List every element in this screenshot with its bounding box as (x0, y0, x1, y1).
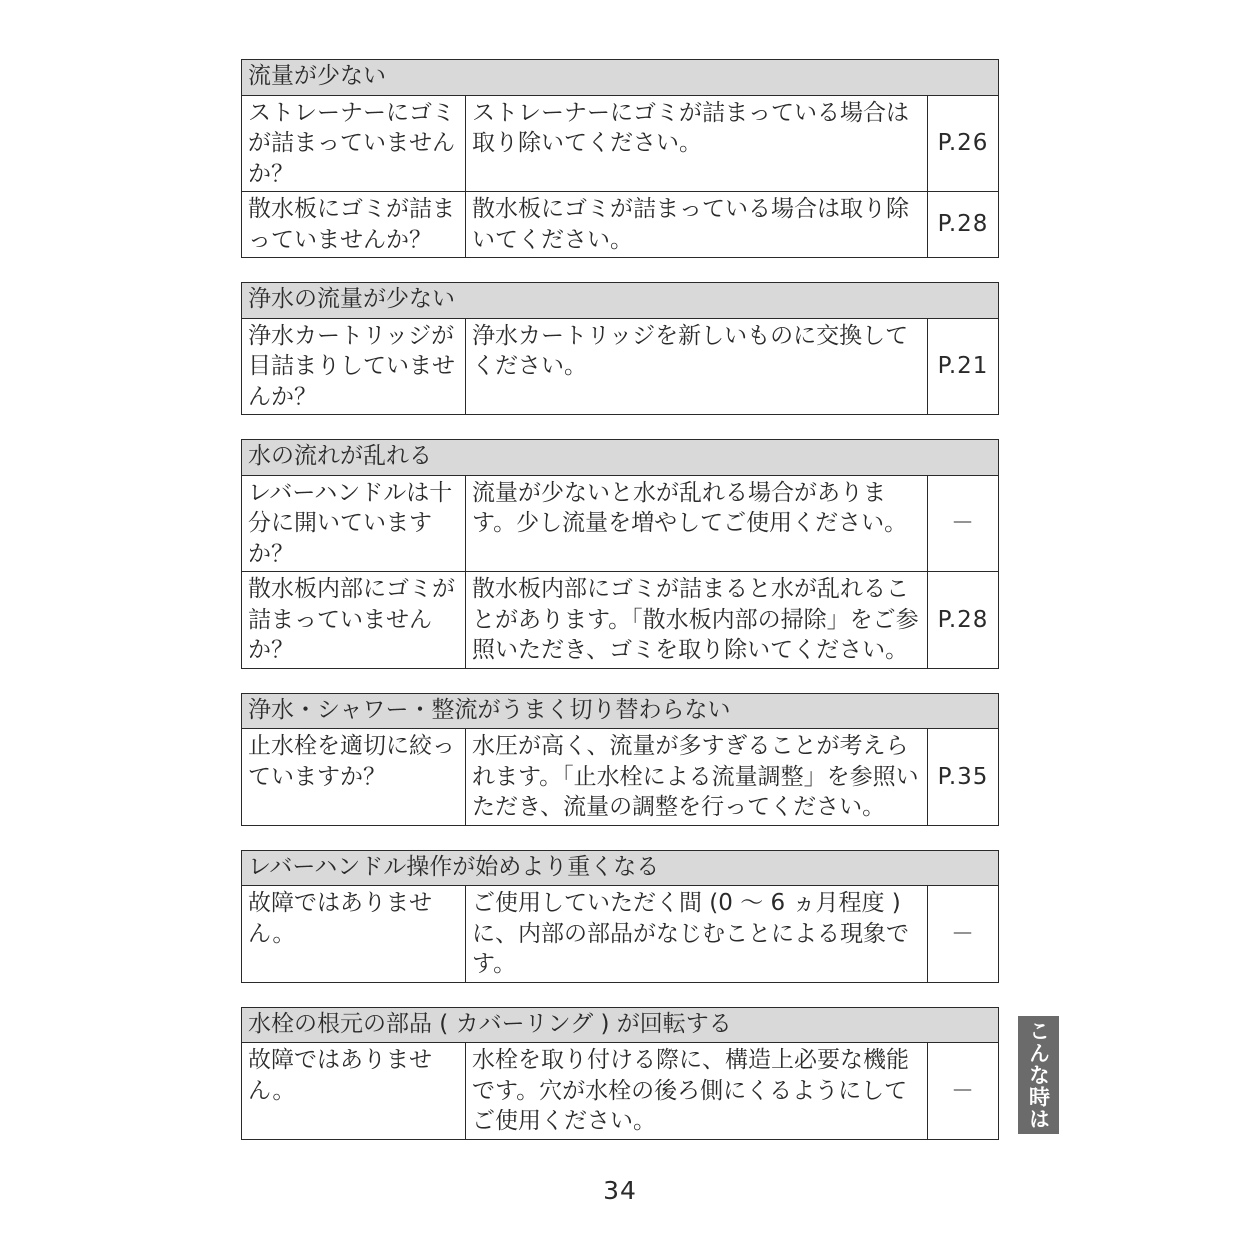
chapter-tab (1018, 1016, 1059, 1134)
chapter-tab-label: こんな時は (1026, 1020, 1051, 1130)
section-heavy-lever (241, 850, 999, 983)
page-reference: P.28 (928, 192, 999, 258)
page-reference: P.26 (928, 95, 999, 192)
check-cell: ストレーナーにゴミが詰まっていませんか？ (242, 95, 466, 192)
check-cell: 散水板にゴミが詰まっていませんか？ (242, 192, 466, 258)
page-reference: － (928, 475, 999, 572)
section-title: 流量が少ない (242, 60, 999, 96)
section-header (242, 440, 999, 476)
table-row (242, 729, 999, 826)
page-reference: P.35 (928, 729, 999, 826)
check-cell: 散水板内部にゴミが詰まっていませんか？ (242, 572, 466, 669)
table-row (242, 572, 999, 669)
table-row (242, 192, 999, 258)
section-title: 水栓の根元の部品 ( カバーリング ) が回転する (242, 1007, 999, 1043)
check-cell: 浄水カートリッジが目詰まりしていませんか？ (242, 318, 466, 415)
section-header (242, 283, 999, 319)
table-row (242, 1043, 999, 1140)
page-reference: P.28 (928, 572, 999, 669)
remedy-cell: 流量が少ないと水が乱れる場合があります。少し流量を増やしてご使用ください。 (466, 475, 928, 572)
section-title: 浄水の流量が少ない (242, 283, 999, 319)
check-cell: 故障ではありません。 (242, 886, 466, 983)
section-filtered-low-flow (241, 282, 999, 415)
remedy-cell: 水圧が高く、流量が多すぎることが考えられます。「止水栓による流量調整」を参照いただき、流量の調整を行ってください。 (466, 729, 928, 826)
section-mode-switch (241, 693, 999, 826)
page-reference: － (928, 1043, 999, 1140)
section-title: レバーハンドル操作が始めより重くなる (242, 850, 999, 886)
section-cover-ring (241, 1007, 999, 1140)
page-reference: － (928, 886, 999, 983)
remedy-cell: 水栓を取り付ける際に、構造上必要な機能です。穴が水栓の後ろ側にくるようにしてご使用ください。 (466, 1043, 928, 1140)
check-cell: 故障ではありません。 (242, 1043, 466, 1140)
check-cell: レバーハンドルは十分に開いていますか？ (242, 475, 466, 572)
table-row (242, 475, 999, 572)
section-header (242, 1007, 999, 1043)
check-cell: 止水栓を適切に絞っていますか？ (242, 729, 466, 826)
section-header (242, 60, 999, 96)
section-title: 浄水・シャワー・整流がうまく切り替わらない (242, 693, 999, 729)
section-title: 水の流れが乱れる (242, 440, 999, 476)
section-header (242, 850, 999, 886)
table-row (242, 318, 999, 415)
remedy-cell: 散水板にゴミが詰まっている場合は取り除いてください。 (466, 192, 928, 258)
page-reference: P.21 (928, 318, 999, 415)
remedy-cell: 浄水カートリッジを新しいものに交換してください。 (466, 318, 928, 415)
remedy-cell: ストレーナーにゴミが詰まっている場合は取り除いてください。 (466, 95, 928, 192)
section-header (242, 693, 999, 729)
remedy-cell: 散水板内部にゴミが詰まると水が乱れることがあります。「散水板内部の掃除」をご参照いただき、ゴミを取り除いてください。 (466, 572, 928, 669)
page-number: 34 (603, 1176, 637, 1205)
troubleshooting-tables (241, 59, 998, 1164)
table-row (242, 886, 999, 983)
section-low-flow (241, 59, 999, 258)
table-row (242, 95, 999, 192)
section-turbulent-flow (241, 439, 999, 669)
remedy-cell: ご使用していただく間 (0 ～ 6 ヵ月程度 ) に、内部の部品がなじむことによる現象です。 (466, 886, 928, 983)
